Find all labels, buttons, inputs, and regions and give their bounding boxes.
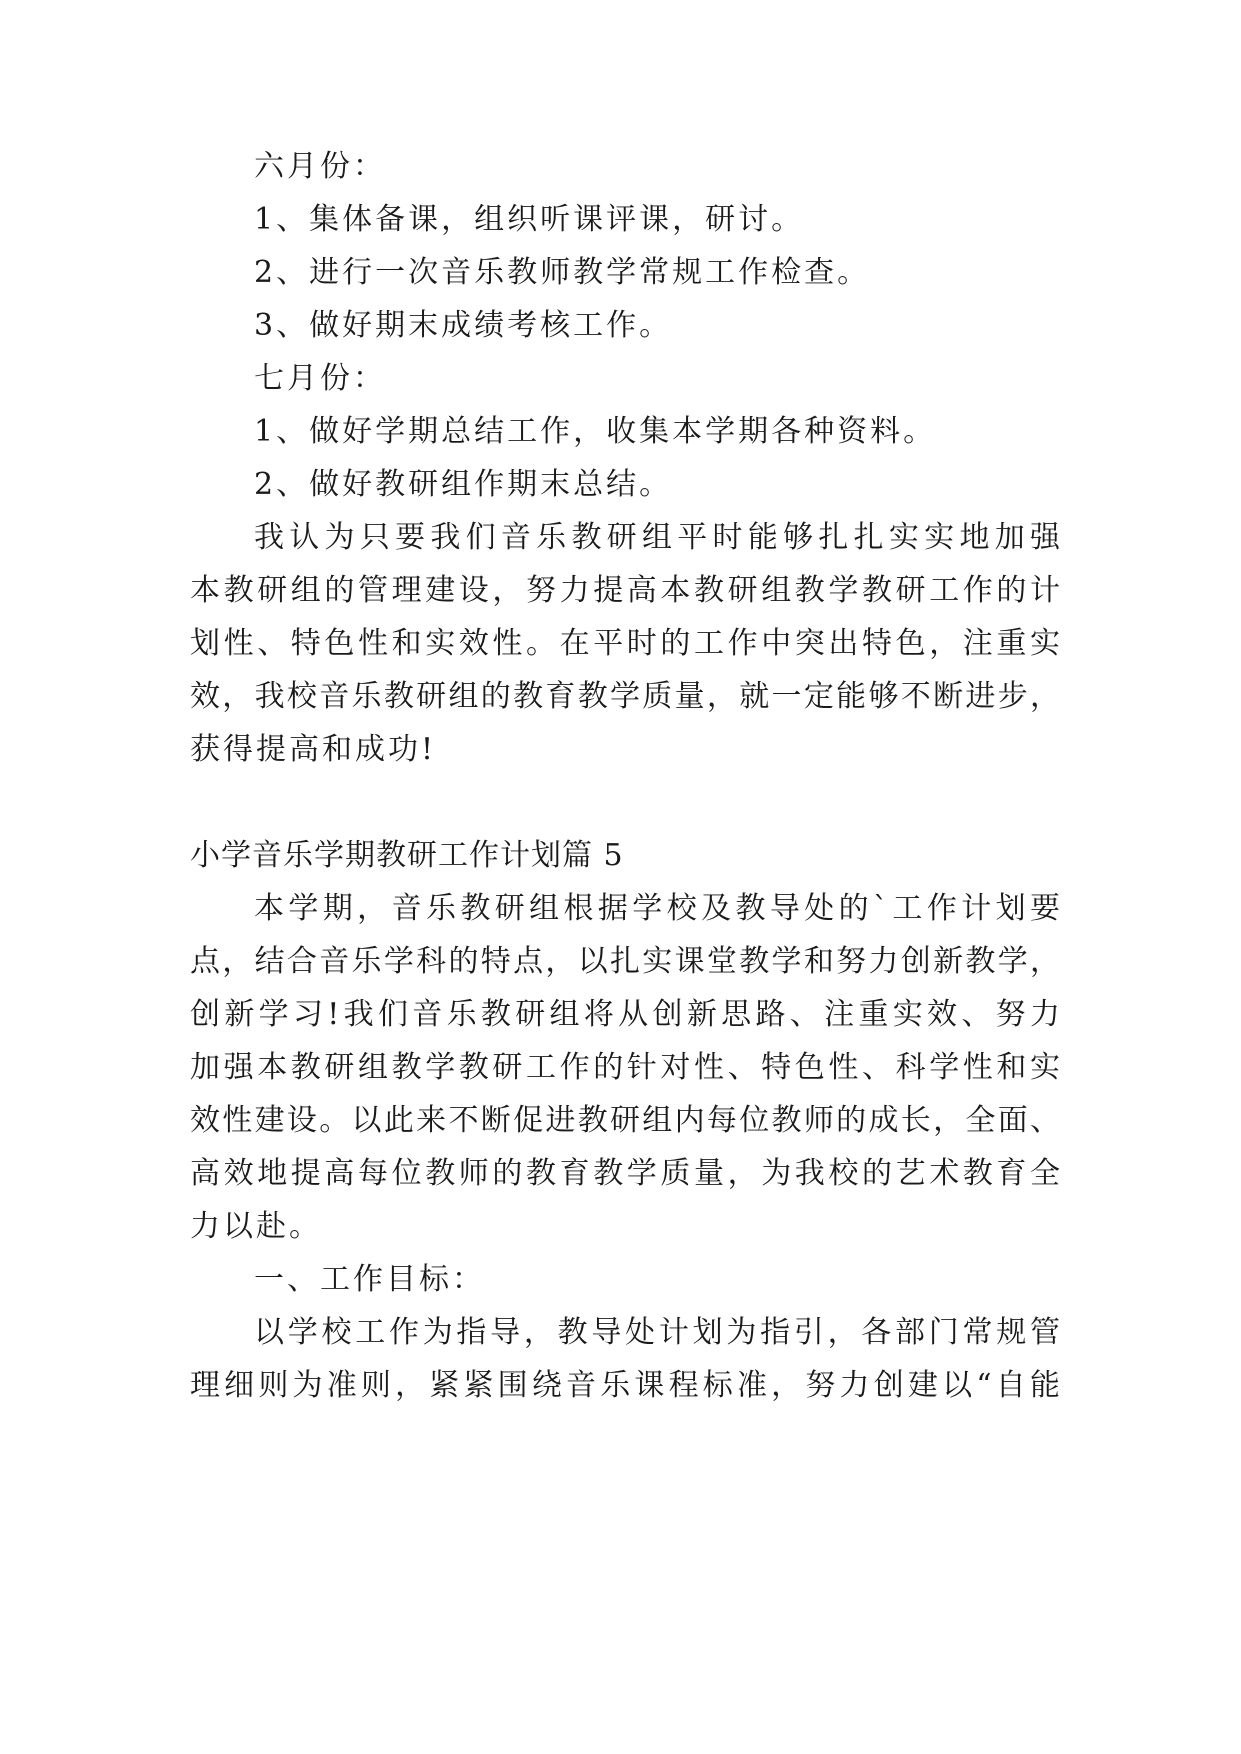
goal-heading: 一、工作目标：: [254, 1262, 485, 1297]
intro-line-3: 创新学习!我们音乐教研组将从创新思路、注重实效、努力: [190, 997, 1060, 1032]
intro-line-6: 高效地提高每位教师的教育教学质量，为我校的艺术教育全: [190, 1156, 1060, 1191]
intro-line-1: 本学期，音乐教研组根据学校及教导处的`工作计划要: [254, 891, 1060, 926]
june-item-1: 1、集体备课，组织听课评课，研讨。: [254, 202, 805, 237]
july-item-1: 1、做好学期总结工作，收集本学期各种资料。: [254, 414, 937, 449]
conclusion-line-3: 划性、特色性和实效性。在平时的工作中突出特色，注重实: [190, 626, 1060, 661]
conclusion-line-2: 本教研组的管理建设，努力提高本教研组教学教研工作的计: [190, 573, 1060, 608]
conclusion-line-1: 我认为只要我们音乐教研组平时能够扎扎实实地加强: [254, 520, 1060, 555]
june-item-3: 3、做好期末成绩考核工作。: [254, 308, 673, 343]
conclusion-line-5: 获得提高和成功!: [190, 732, 437, 767]
goal-line-1: 以学校工作为指导，教导处计划为指引，各部门常规管: [254, 1315, 1060, 1350]
june-item-2: 2、进行一次音乐教师教学常规工作检查。: [254, 255, 871, 290]
conclusion-line-4: 效，我校音乐教研组的教育教学质量，就一定能够不断进步，: [190, 679, 1060, 714]
july-heading: 七月份：: [254, 361, 386, 396]
june-heading: 六月份：: [254, 149, 386, 184]
goal-line-2: 理细则为准则，紧紧围绕音乐课程标准，努力创建以“自能: [190, 1368, 1060, 1403]
intro-line-4: 加强本教研组教学教研工作的针对性、特色性、科学性和实: [190, 1050, 1060, 1085]
intro-line-5: 效性建设。以此来不断促进教研组内每位教师的成长，全面、: [190, 1103, 1060, 1138]
article-title: 小学音乐学期教研工作计划篇 5: [190, 838, 624, 873]
intro-line-7: 力以赴。: [190, 1209, 322, 1244]
intro-line-2: 点，结合音乐学科的特点，以扎实课堂教学和努力创新教学，: [190, 944, 1060, 979]
july-item-2: 2、做好教研组作期末总结。: [254, 467, 673, 502]
